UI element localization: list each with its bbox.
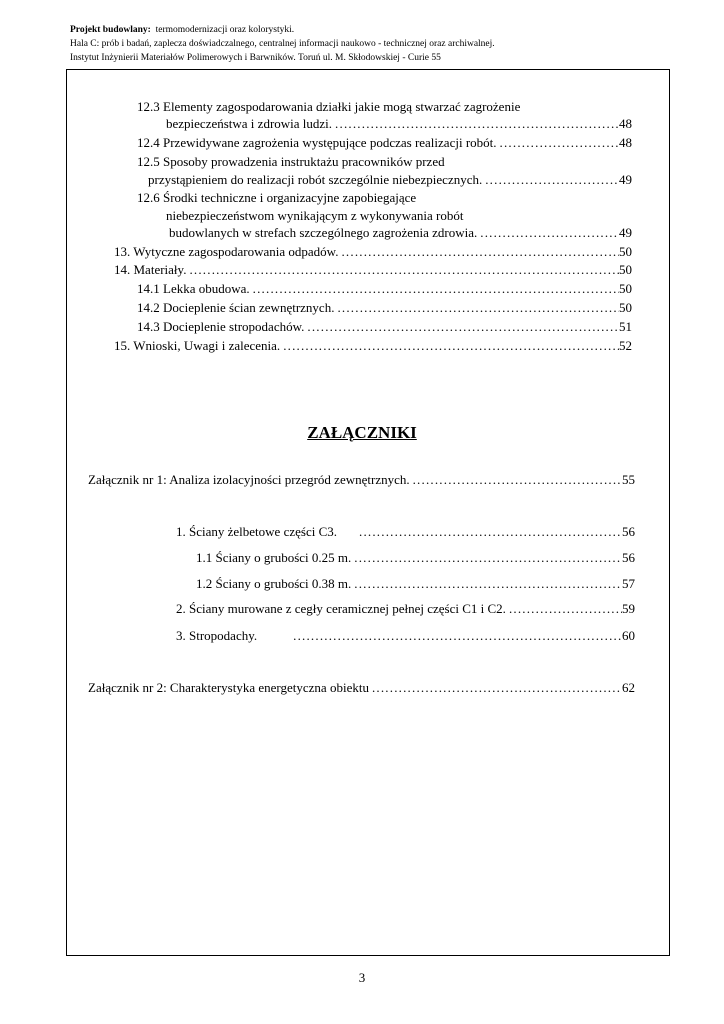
toc-entry-14-1[interactable]: [137, 281, 632, 296]
toc-entry-14[interactable]: [114, 262, 632, 277]
toc-page-number: 52: [619, 338, 632, 353]
toc-entry-text: przystąpieniem do realizacji robót szczególnie niebezpiecznych.: [148, 172, 483, 187]
toc-entry-12-5-line1: 12.5 Sposoby prowadzenia instruktażu pracowników przed: [137, 154, 445, 169]
toc-page-number: 49: [619, 172, 632, 187]
toc-leader-dots: [304, 319, 619, 334]
toc-entry-12-4[interactable]: [137, 135, 632, 150]
toc-page-number: 56: [622, 524, 635, 539]
toc-entry-text: budowlanych w strefach szczególnego zagrożenia zdrowia.: [169, 225, 478, 240]
attachment-1-section-1-2[interactable]: [196, 576, 635, 591]
toc-entry-14-2[interactable]: [137, 300, 632, 315]
attachments-title: ZAŁĄCZNIKI: [307, 423, 417, 442]
header-project-label: Projekt budowlany:: [70, 25, 151, 35]
header-line-3: Instytut Inżynierii Materiałów Polimerowych i Barwników. Toruń ul. M. Skłodowskiej - Curie 55: [70, 53, 441, 63]
toc-entry-text: 3. Stropodachy.: [176, 628, 258, 643]
toc-entry-text: 14.2 Docieplenie ścian zewnętrznych.: [137, 300, 335, 315]
toc-entry-text: bezpieczeństwa i zdrowia ludzi.: [166, 116, 333, 131]
toc-leader-dots: [497, 135, 619, 150]
toc-entry-text: 1.2 Ściany o grubości 0.38 m.: [196, 576, 352, 591]
toc-leader-dots: [477, 225, 619, 240]
toc-entry-text: 1. Ściany żelbetowe części C3.: [176, 524, 337, 539]
header-line-1: [70, 25, 294, 36]
toc-entry-12-6[interactable]: [169, 225, 632, 240]
toc-entry-text: 14.3 Docieplenie stropodachów.: [137, 319, 305, 334]
toc-leader-dots: [369, 680, 622, 695]
toc-leader-dots: [506, 601, 622, 616]
toc-leader-dots: [257, 628, 622, 643]
attachment-1-section-1-1[interactable]: [196, 550, 635, 565]
toc-leader-dots: [250, 281, 619, 296]
attachment-1-section-2[interactable]: [176, 601, 635, 616]
toc-page-number: 50: [619, 300, 632, 315]
toc-page-number: 50: [619, 281, 632, 296]
toc-leader-dots: [280, 338, 619, 353]
toc-entry-text: 1.1 Ściany o grubości 0.25 m.: [196, 550, 352, 565]
toc-page-number: 50: [619, 244, 632, 259]
toc-leader-dots: [338, 244, 619, 259]
toc-leader-dots: [482, 172, 619, 187]
toc-entry-14-3[interactable]: [137, 319, 632, 334]
toc-page-number: 48: [619, 135, 632, 150]
toc-page-number: 51: [619, 319, 632, 334]
toc-leader-dots: [351, 576, 622, 591]
header-line-2: Hala C: prób i badań, zaplecza doświadczalnego, centralnej informacji naukowo - technicznej oraz archiwalnej.: [70, 39, 495, 49]
toc-entry-12-5[interactable]: [148, 172, 632, 187]
toc-page-number: 50: [619, 262, 632, 277]
toc-page-number: 48: [619, 116, 632, 131]
toc-page-number: 60: [622, 628, 635, 643]
toc-leader-dots: [410, 472, 622, 487]
toc-leader-dots: [332, 116, 619, 131]
page-number: 3: [358, 970, 366, 985]
toc-page-number: 55: [622, 472, 635, 487]
toc-leader-dots: [334, 300, 619, 315]
toc-entry-text: 14. Materiały.: [114, 262, 187, 277]
toc-entry-text: 14.1 Lekka obudowa.: [137, 281, 250, 296]
attachment-2-entry[interactable]: [88, 680, 635, 695]
toc-page-number: 57: [622, 576, 635, 591]
toc-leader-dots: [351, 550, 622, 565]
toc-page-number: 62: [622, 680, 635, 695]
toc-entry-13[interactable]: [114, 244, 632, 259]
toc-entry-12-6-line1: 12.6 Środki techniczne i organizacyjne zapobiegające: [137, 190, 417, 205]
toc-page-number: 59: [622, 601, 635, 616]
toc-entry-text: 15. Wnioski, Uwagi i zalecenia.: [114, 338, 281, 353]
toc-entry-12-3[interactable]: [166, 116, 632, 131]
attachment-1-section-3[interactable]: [176, 628, 635, 643]
header-project-text: termomodernizacji oraz kolorystyki.: [155, 25, 295, 35]
attachment-1-section-1[interactable]: [176, 524, 635, 539]
toc-entry-text: Załącznik nr 1: Analiza izolacyjności przegród zewnętrznych.: [88, 472, 410, 487]
toc-entry-text: 13. Wytyczne zagospodarowania odpadów.: [114, 244, 339, 259]
toc-entry-text: 12.4 Przewidywane zagrożenia występujące podczas realizacji robót.: [137, 135, 497, 150]
toc-leader-dots: [337, 524, 622, 539]
toc-page-number: 56: [622, 550, 635, 565]
toc-entry-text: Załącznik nr 2: Charakterystyka energetyczna obiektu: [88, 680, 369, 695]
toc-leader-dots: [186, 262, 619, 277]
toc-page-number: 49: [619, 225, 632, 240]
attachment-1-entry[interactable]: [88, 472, 635, 487]
toc-entry-12-3-line1: 12.3 Elementy zagospodarowania działki jakie mogą stwarzać zagrożenie: [137, 99, 521, 114]
toc-entry-12-6-line2: niebezpieczeństwom wynikającym z wykonywania robót: [166, 208, 464, 223]
toc-entry-text: 2. Ściany murowane z cegły ceramicznej pełnej części C1 i C2.: [176, 601, 506, 616]
toc-entry-15[interactable]: [114, 338, 632, 353]
